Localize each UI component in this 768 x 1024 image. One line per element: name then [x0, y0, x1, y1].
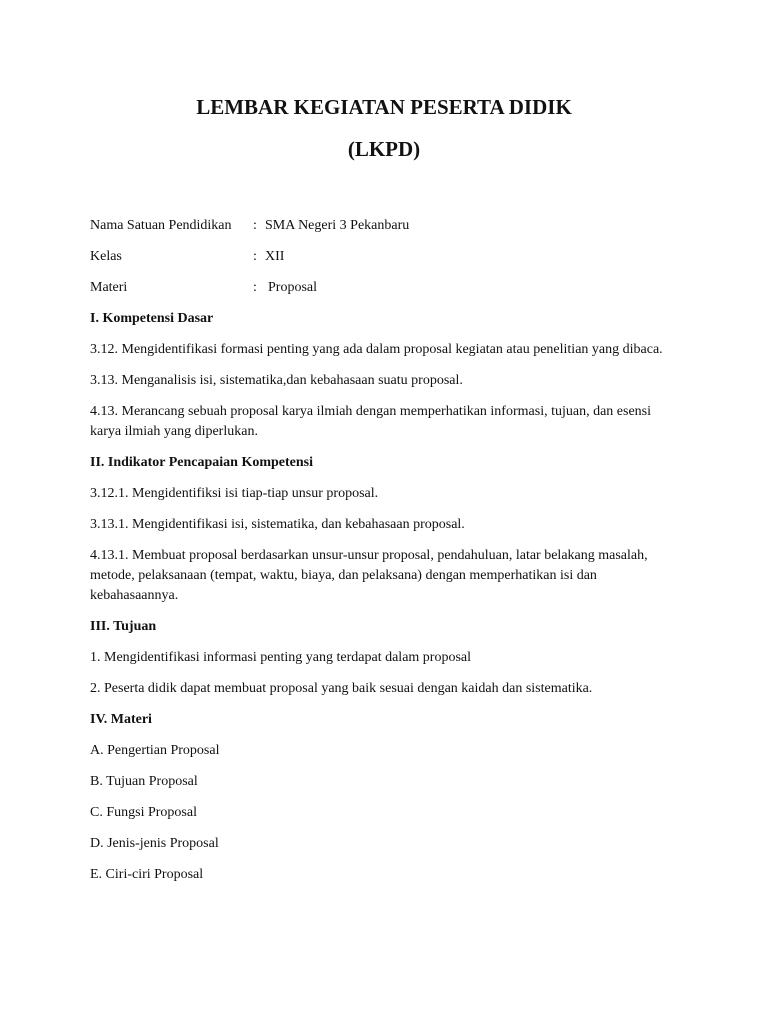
info-row-class: [90, 247, 680, 267]
list-item: 3.12.1. Mengidentifiksi isi tiap-tiap unsur proposal.: [90, 486, 379, 501]
info-label: Nama Satuan Pendidikan: [90, 218, 232, 233]
document-title: LEMBAR KEGIATAN PESERTA DIDIK: [196, 95, 572, 119]
list-item: C. Fungsi Proposal: [90, 805, 197, 820]
list-item: 4.13.1. Membuat proposal berdasarkan unsur-unsur proposal, pendahuluan, latar belakang masalah, metode, pelaksanaan (tempat, waktu, biaya, dan pelaksana) dengan memperhatikan isi dan kebahasaannya.: [90, 548, 648, 603]
info-row-school: [90, 216, 680, 236]
info-colon: :: [253, 218, 257, 233]
info-colon: :: [253, 249, 257, 264]
info-row-material: [90, 278, 680, 298]
list-item: 3.13. Menganalisis isi, sistematika,dan kebahasaan suatu proposal.: [90, 373, 463, 388]
list-item: 2. Peserta didik dapat membuat proposal yang baik sesuai dengan kaidah dan sistematika.: [90, 681, 593, 696]
document-body: [90, 216, 680, 896]
info-label: Materi: [90, 280, 128, 295]
section-heading-kompetensi: I. Kompetensi Dasar: [90, 311, 214, 326]
list-item: B. Tujuan Proposal: [90, 774, 198, 789]
list-item: D. Jenis-jenis Proposal: [90, 836, 219, 851]
section-heading-materi: IV. Materi: [90, 712, 152, 727]
list-item: 3.12. Mengidentifikasi formasi penting yang ada dalam proposal kegiatan atau penelitian yang dibaca.: [90, 342, 663, 357]
list-item: 3.13.1. Mengidentifikasi isi, sistematika, dan kebahasaan proposal.: [90, 517, 465, 532]
list-item: A. Pengertian Proposal: [90, 743, 220, 758]
list-item: 4.13. Merancang sebuah proposal karya ilmiah dengan memperhatikan informasi, tujuan, dan esensi karya ilmiah yang diperlukan.: [90, 404, 651, 439]
section-heading-tujuan: III. Tujuan: [90, 619, 157, 634]
info-colon: :: [253, 280, 257, 295]
list-item: 1. Mengidentifikasi informasi penting yang terdapat dalam proposal: [90, 650, 472, 665]
info-value: Proposal: [268, 280, 317, 295]
info-value: SMA Negeri 3 Pekanbaru: [265, 218, 410, 233]
info-value: XII: [265, 249, 285, 264]
document-subtitle: (LKPD): [347, 137, 421, 161]
list-item: E. Ciri-ciri Proposal: [90, 867, 204, 882]
section-heading-indikator: II. Indikator Pencapaian Kompetensi: [90, 455, 313, 470]
info-label: Kelas: [90, 249, 122, 264]
